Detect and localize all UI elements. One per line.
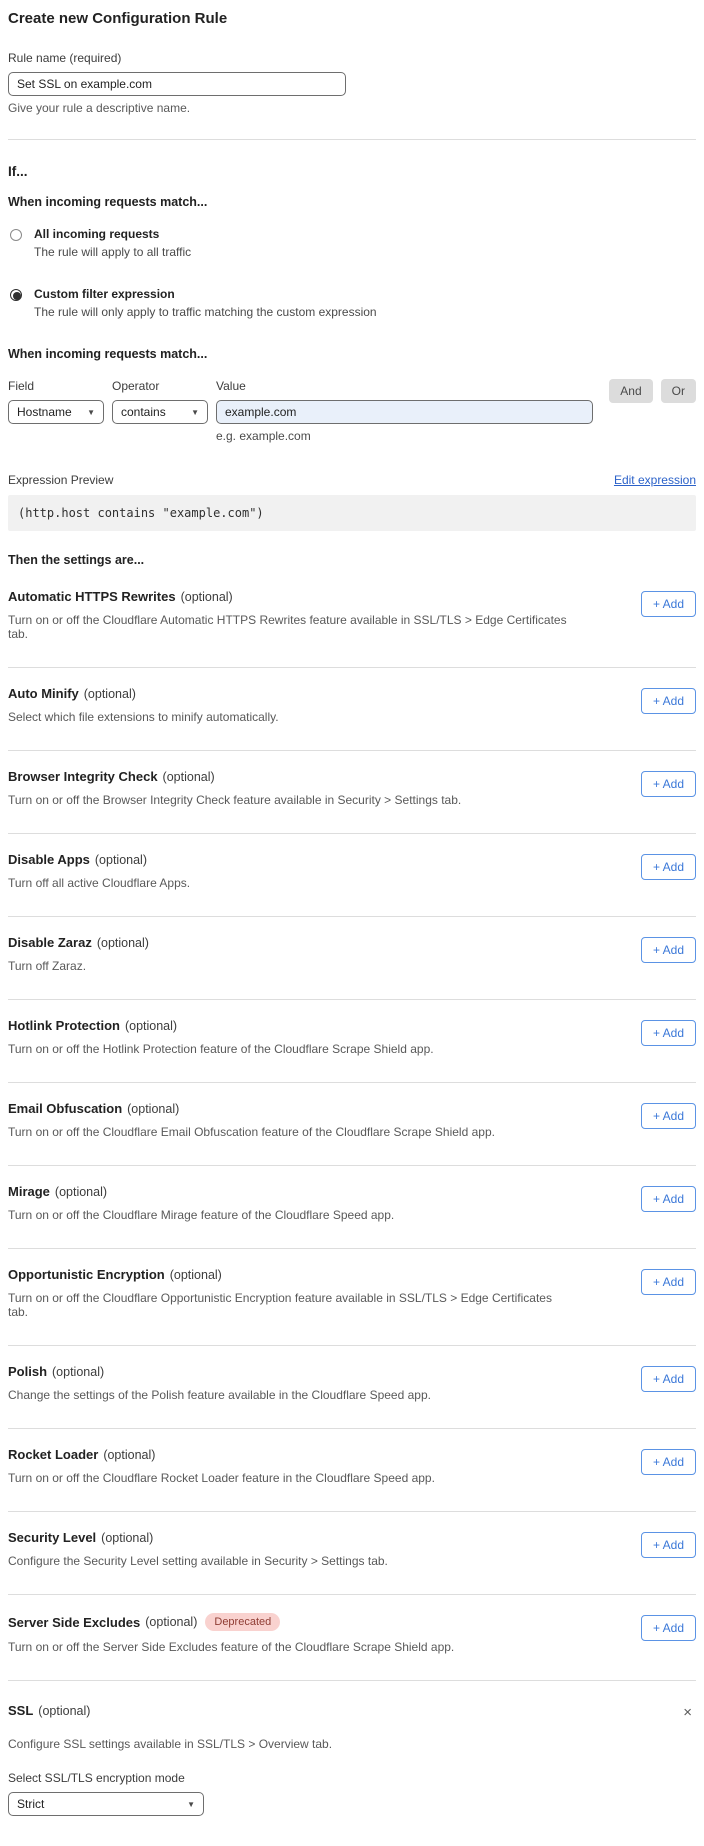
- setting-name: Automatic HTTPS Rewrites: [8, 589, 176, 604]
- setting-row: [8, 1346, 696, 1429]
- rule-name-input[interactable]: [8, 72, 346, 96]
- setting-name: Rocket Loader: [8, 1447, 99, 1462]
- setting-name: Email Obfuscation: [8, 1101, 123, 1116]
- setting-name: Security Level: [8, 1530, 97, 1545]
- radio-label: All incoming requests: [34, 227, 160, 241]
- setting-description: Configure the Security Level setting available in Security > Settings tab.: [8, 1554, 388, 1568]
- ssl-setting-section: [8, 1681, 696, 1816]
- setting-row: [8, 668, 696, 751]
- add-setting-button[interactable]: + Add: [641, 1269, 696, 1295]
- rule-name-label: Rule name (required): [8, 51, 122, 65]
- ssl-mode-select[interactable]: [8, 1792, 204, 1816]
- setting-description: Turn on or off the Cloudflare Mirage feature of the Cloudflare Speed app.: [8, 1208, 395, 1222]
- setting-name: Disable Apps: [8, 852, 90, 867]
- add-setting-button[interactable]: + Add: [641, 1020, 696, 1046]
- radio-description: The rule will only apply to traffic matching the custom expression: [34, 305, 377, 319]
- add-setting-button[interactable]: + Add: [641, 1449, 696, 1475]
- setting-optional-label: (optional): [52, 1364, 105, 1379]
- or-button[interactable]: Or: [661, 379, 696, 403]
- setting-description: Change the settings of the Polish feature available in the Cloudflare Speed app.: [8, 1388, 431, 1402]
- add-setting-button[interactable]: + Add: [641, 854, 696, 880]
- ssl-setting-name: SSL: [8, 1703, 34, 1718]
- field-select[interactable]: [8, 400, 104, 424]
- setting-description: Turn off all active Cloudflare Apps.: [8, 876, 191, 890]
- setting-optional-label: (optional): [101, 1530, 154, 1545]
- ssl-optional-label: (optional): [38, 1703, 91, 1718]
- operator-label: Operator: [112, 379, 160, 393]
- setting-optional-label: (optional): [124, 1018, 178, 1033]
- add-setting-button[interactable]: + Add: [641, 591, 696, 617]
- setting-row: [8, 1249, 696, 1346]
- field-label: Field: [8, 379, 35, 393]
- radio-description: The rule will apply to all traffic: [34, 245, 192, 259]
- setting-description: Turn on or off the Cloudflare Email Obfuscation feature of the Cloudflare Scrape Shield app.: [8, 1125, 495, 1139]
- ssl-description: Configure SSL settings available in SSL/TLS > Overview tab.: [8, 1737, 333, 1751]
- and-button[interactable]: And: [609, 379, 652, 403]
- expression-preview-label: Expression Preview: [8, 473, 114, 487]
- edit-expression-link[interactable]: Edit expression: [613, 473, 696, 487]
- setting-optional-label: (optional): [83, 686, 136, 701]
- setting-row: [8, 1083, 696, 1166]
- setting-optional-label: (optional): [54, 1184, 108, 1199]
- add-setting-button[interactable]: + Add: [641, 1532, 696, 1558]
- setting-row: [8, 834, 696, 917]
- then-settings-heading: Then the settings are...: [8, 553, 145, 567]
- setting-name: Mirage: [8, 1184, 50, 1199]
- setting-description: Turn on or off the Cloudflare Automatic HTTPS Rewrites feature available in SSL/TLS > Edge Certificates tab.: [8, 613, 567, 641]
- value-input[interactable]: [216, 400, 593, 424]
- builder-match-label: When incoming requests match...: [8, 347, 208, 361]
- setting-row: [8, 1000, 696, 1083]
- setting-row: [8, 917, 696, 1000]
- if-heading: If...: [8, 164, 28, 179]
- setting-name: Polish: [8, 1364, 48, 1379]
- setting-description: Turn on or off the Hotlink Protection feature of the Cloudflare Scrape Shield app.: [8, 1042, 434, 1056]
- value-help: e.g. example.com: [216, 429, 311, 443]
- settings-list: [8, 571, 696, 1681]
- page-title: Create new Configuration Rule: [8, 10, 228, 27]
- value-label: Value: [216, 379, 246, 393]
- setting-name: Browser Integrity Check: [8, 769, 158, 784]
- expression-preview-code: (http.host contains "example.com"): [8, 495, 696, 531]
- request-match-radio-group: [8, 227, 696, 319]
- ssl-mode-label: Select SSL/TLS encryption mode: [8, 1771, 185, 1785]
- ssl-mode-select-value: Strict: [17, 1797, 45, 1811]
- setting-row: [8, 1166, 696, 1249]
- setting-row: [8, 751, 696, 834]
- add-setting-button[interactable]: + Add: [641, 1366, 696, 1392]
- setting-optional-label: (optional): [127, 1101, 180, 1116]
- setting-name: Opportunistic Encryption: [8, 1267, 165, 1282]
- chevron-down-icon: ▼: [187, 1799, 195, 1809]
- chevron-down-icon: ▼: [191, 407, 199, 417]
- setting-description: Turn on or off the Cloudflare Rocket Loader feature in the Cloudflare Speed app.: [8, 1471, 435, 1485]
- setting-name: Disable Zaraz: [8, 935, 92, 950]
- rule-name-group: [8, 51, 696, 115]
- setting-optional-label: (optional): [94, 852, 147, 867]
- setting-optional-label: (optional): [145, 1615, 198, 1629]
- setting-description: Turn off Zaraz.: [8, 959, 87, 973]
- radio-custom-filter-expression[interactable]: [8, 287, 696, 319]
- setting-optional-label: (optional): [162, 769, 215, 784]
- setting-description: Select which file extensions to minify automatically.: [8, 710, 279, 724]
- setting-name: Server Side Excludes: [8, 1614, 141, 1630]
- add-setting-button[interactable]: + Add: [641, 1615, 696, 1641]
- expression-builder-row: [8, 379, 696, 443]
- add-setting-button[interactable]: + Add: [641, 688, 696, 714]
- setting-optional-label: (optional): [180, 589, 233, 604]
- setting-name: Hotlink Protection: [8, 1018, 120, 1033]
- radio-all-incoming-requests[interactable]: [8, 227, 696, 259]
- setting-optional-label: (optional): [103, 1447, 156, 1462]
- add-setting-button[interactable]: + Add: [641, 937, 696, 963]
- operator-select-value: contains: [121, 405, 166, 419]
- add-setting-button[interactable]: + Add: [641, 1103, 696, 1129]
- setting-description: Turn on or off the Server Side Excludes feature of the Cloudflare Scrape Shield app.: [8, 1640, 455, 1654]
- radio-icon[interactable]: [10, 289, 22, 301]
- setting-row: [8, 1429, 696, 1512]
- setting-optional-label: (optional): [169, 1267, 222, 1282]
- close-icon[interactable]: ×: [683, 1704, 692, 1721]
- field-select-value: Hostname: [17, 405, 72, 419]
- setting-row: [8, 1512, 696, 1595]
- deprecated-badge: Deprecated: [205, 1613, 280, 1631]
- setting-description: Turn on or off the Cloudflare Opportunistic Encryption feature available in SSL/TLS > Edge Certificates tab.: [8, 1291, 552, 1319]
- setting-row: [8, 571, 696, 668]
- operator-select[interactable]: [112, 400, 208, 424]
- chevron-down-icon: ▼: [87, 407, 95, 417]
- setting-description: Turn on or off the Browser Integrity Check feature available in Security > Settings tab.: [8, 793, 462, 807]
- radio-icon[interactable]: [10, 229, 22, 241]
- setting-name: Auto Minify: [8, 686, 79, 701]
- rule-name-help: Give your rule a descriptive name.: [8, 101, 191, 115]
- add-setting-button[interactable]: + Add: [641, 1186, 696, 1212]
- setting-optional-label: (optional): [96, 935, 149, 950]
- incoming-match-label: When incoming requests match...: [8, 195, 208, 209]
- section-divider: [8, 139, 696, 140]
- radio-label: Custom filter expression: [34, 287, 175, 301]
- add-setting-button[interactable]: + Add: [641, 771, 696, 797]
- setting-row: [8, 1595, 696, 1681]
